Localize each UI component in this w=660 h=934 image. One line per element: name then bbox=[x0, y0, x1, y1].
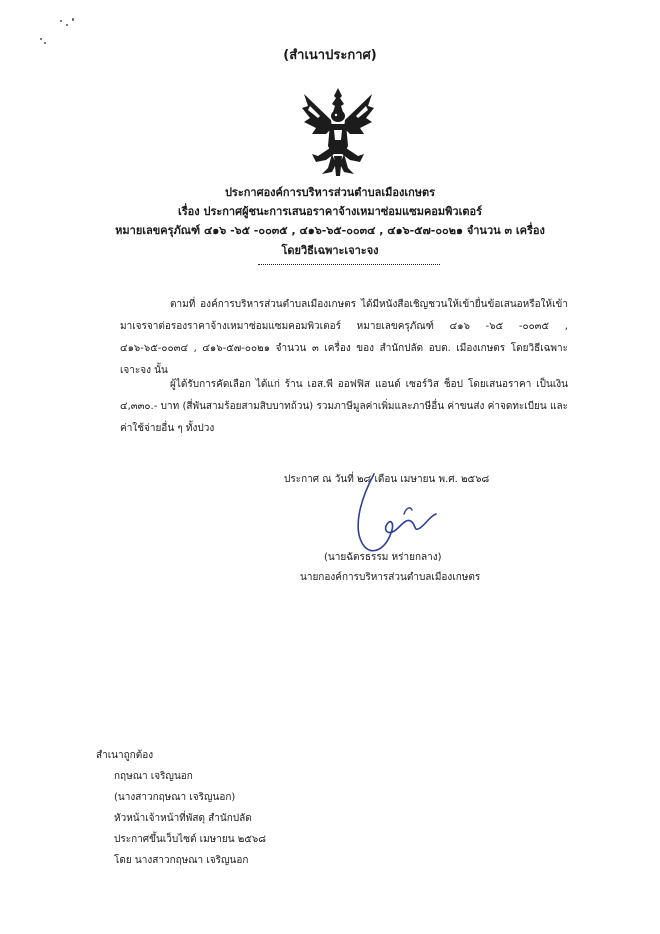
certifier-full-name: (นางสาวกฤษณา เจริญนอก) bbox=[114, 792, 236, 803]
heading-asset-numbers: หมายเลขครุภัณฑ์ ๔๑๖ -๖๕ -๐๐๓๕ , ๔๑๖-๖๕-๐๐๓๔ , ๔๑๖-๕๗-๐๐๒๑ จำนวน ๓ เครื่อง bbox=[115, 224, 545, 237]
scan-speck bbox=[72, 18, 74, 21]
certified-copy-label: สำเนาถูกต้อง bbox=[96, 750, 154, 761]
heading-method: โดยวิธีเฉพาะเจาะจง bbox=[281, 244, 379, 257]
scan-speck bbox=[66, 24, 68, 26]
heading-organization: ประกาศองค์การบริหารส่วนตำบลเมืองเกษตร bbox=[224, 186, 436, 199]
heading-divider bbox=[258, 264, 440, 265]
signer-position: นายกองค์การบริหารส่วนตำบลเมืองเกษตร bbox=[300, 572, 481, 583]
certification-block bbox=[96, 745, 266, 871]
copy-label: (สำเนาประกาศ) bbox=[283, 48, 377, 63]
posted-by: โดย นางสาวกฤษณา เจริญนอก bbox=[114, 855, 249, 866]
certifier-position: หัวหน้าเจ้าหน้าที่พัสดุ สำนักปลัด bbox=[114, 813, 252, 824]
announce-date: ประกาศ ณ วันที่ ๒๘ เดือน เมษายน พ.ศ. ๒๕๖๘ bbox=[284, 474, 490, 485]
scan-speck bbox=[40, 38, 42, 40]
scan-speck bbox=[60, 20, 62, 22]
paragraph-text: ผู้ได้รับการคัดเลือก ได้แก่ ร้าน เอส.พี ออฟฟิส แอนด์ เซอร์วิส ช็อป โดยเสนอราคา เป็นเงิน ๔,๓๓๐.- บาท (สี่พันสามร้อยสามสิบบาทถ้วน) รวมภาษีมูลค่าเพิ่มและภาษีอื่น ค่าขนส่ง ค่าจดทะเบียน และค่าใช้จ่ายอื่น ๆ ทั้งปวง bbox=[120, 379, 568, 434]
heading-subject: เรื่อง ประกาศผู้ชนะการเสนอราคาจ้างเหมาซ่อมแซมคอมพิวเตอร์ bbox=[177, 205, 483, 218]
website-posting-date: ประกาศขึ้นเว็บไซต์ เมษายน ๒๕๖๘ bbox=[114, 834, 266, 845]
garuda-emblem-icon bbox=[300, 84, 376, 178]
certifier-signature-name: กฤษณา เจริญนอก bbox=[114, 771, 193, 782]
signer-name: (นายฉัตรธรรม หร่ายกลาง) bbox=[324, 552, 442, 563]
body-paragraph-2 bbox=[120, 374, 568, 440]
paragraph-text: ตามที่ องค์การบริหารส่วนตำบลเมืองเกษตร ได้มีหนังสือเชิญชวนให้เข้ายื่นข้อเสนอหรือให้เข้ามาเจรจาต่อรองราคาจ้างเหมาซ่อมแซมคอมพิวเตอร์ หมายเลขครุภัณฑ์ ๔๑๖ -๖๕ -๐๐๓๕ , ๔๑๖-๖๕-๐๐๓๔ , ๔๑๖-๕๗-๐๐๒๑ จำนวน ๓ เครื่อง ของ สำนักปลัด อบต. เมืองเกษตร โดยวิธีเฉพาะเจาะจง นั้น bbox=[120, 299, 568, 376]
body-paragraph-1 bbox=[120, 294, 568, 382]
